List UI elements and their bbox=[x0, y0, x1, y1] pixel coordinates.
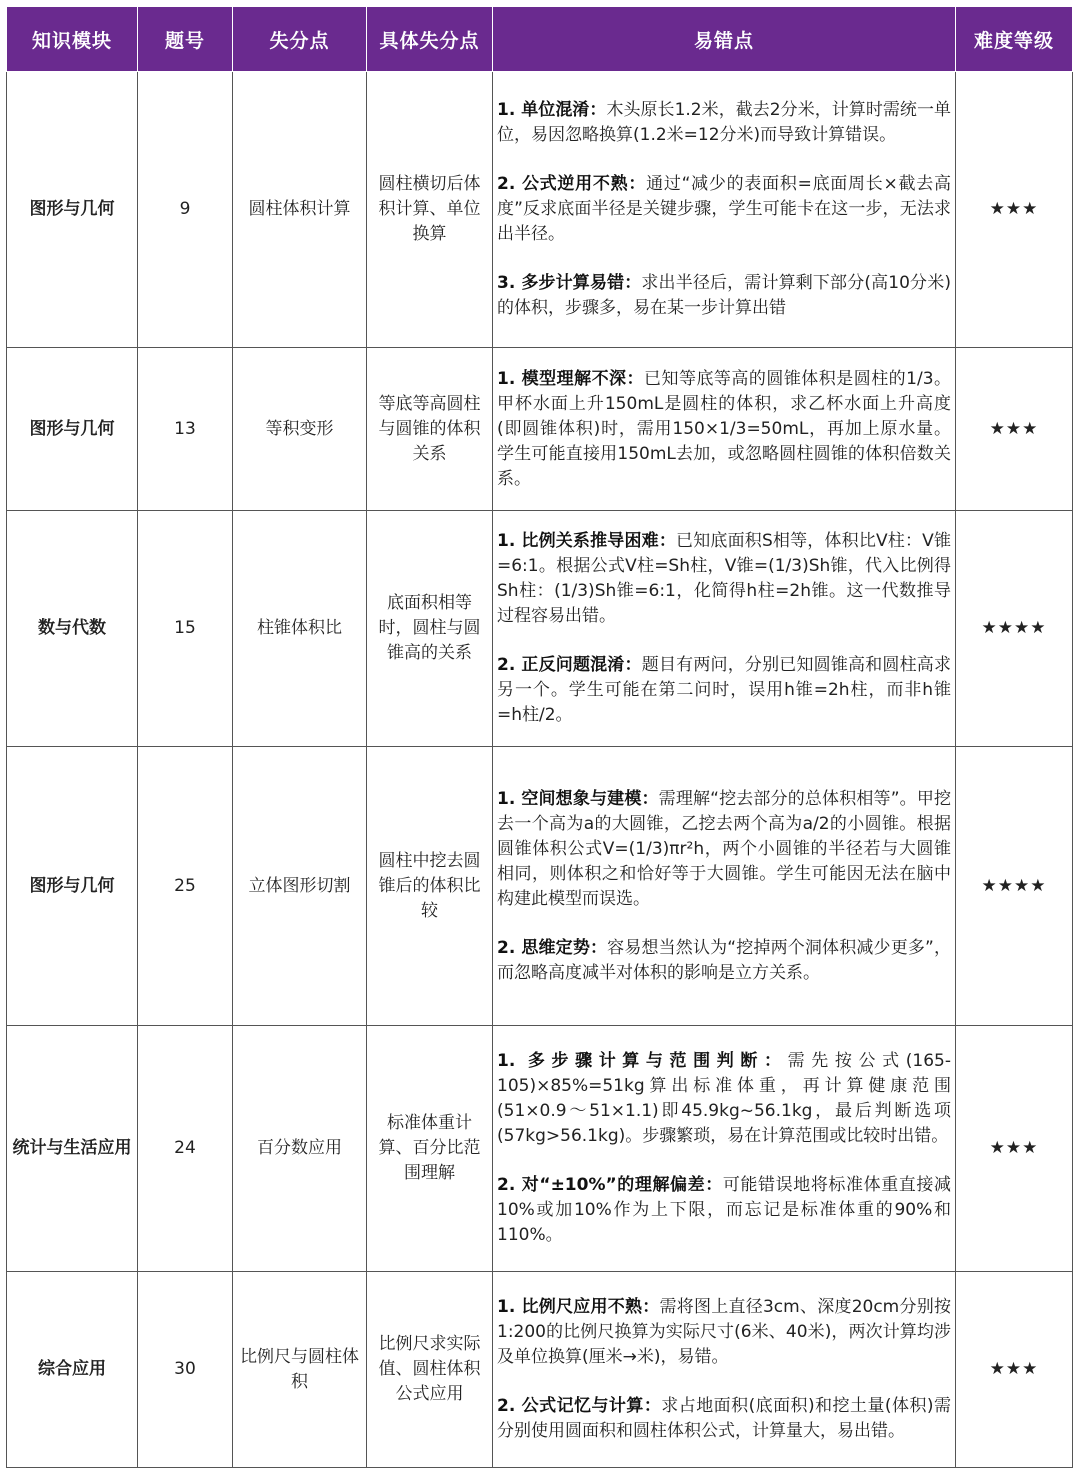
detail-cell: 标准体重计算、百分比范围理解 bbox=[367, 1026, 493, 1272]
header-row bbox=[7, 7, 1073, 72]
error-title: 1. 比例尺应用不熟： bbox=[497, 1297, 660, 1317]
header-errors: 易错点 bbox=[493, 7, 956, 72]
error-title: 2. 正反问题混淆： bbox=[497, 655, 642, 675]
error-item bbox=[497, 1173, 951, 1248]
header-difficulty: 难度等级 bbox=[956, 7, 1073, 72]
error-item bbox=[497, 1295, 951, 1370]
table-row bbox=[7, 511, 1073, 747]
number-cell: 15 bbox=[138, 511, 233, 747]
error-text: 通过“减少的表面积=底面周长×截去高度”反求底面半径是关键步骤，学生可能卡在这一步，无法求出半径。 bbox=[497, 174, 951, 244]
error-text: 容易想当然认为“挖掉两个洞体积减少更多”，而忽略高度减半对体积的影响是立方关系。 bbox=[497, 937, 951, 983]
module-cell: 综合应用 bbox=[7, 1272, 138, 1468]
difficulty-stars: ★★★★ bbox=[956, 747, 1073, 1026]
error-text: 需先按公式(165-105)×85%=51kg算出标准体重，再计算健康范围(51×0.9～51×1.1)即45.9kg~56.1kg，最后判断选项(57kg>56.1kg)。步骤繁琐，易在计算范围或比较时出错。 bbox=[497, 1051, 951, 1146]
point-cell: 比例尺与圆柱体积 bbox=[233, 1272, 367, 1468]
detail-cell: 圆柱中挖去圆锥后的体积比较 bbox=[367, 747, 493, 1026]
error-item bbox=[497, 653, 951, 728]
error-text: 需将图上直径3cm、深度20cm分别按1:200的比例尺换算为实际尺寸(6米、40米)，两次计算均涉及单位换算(厘米→米)，易错。 bbox=[497, 1297, 951, 1367]
point-cell: 等积变形 bbox=[233, 348, 367, 511]
number-cell: 25 bbox=[138, 747, 233, 1026]
table-row bbox=[7, 348, 1073, 511]
difficulty-stars: ★★★ bbox=[956, 348, 1073, 511]
header-number: 题号 bbox=[138, 7, 233, 72]
difficulty-stars: ★★★ bbox=[956, 1026, 1073, 1272]
difficulty-stars: ★★★★ bbox=[956, 511, 1073, 747]
error-item bbox=[497, 787, 951, 912]
detail-cell: 底面积相等时，圆柱与圆锥高的关系 bbox=[367, 511, 493, 747]
error-text: 已知底面积S相等，体积比V柱：V锥=6:1。根据公式V柱=Sh柱，V锥=(1/3)Sh锥，代入比例得Sh柱：(1/3)Sh锥=6:1，化简得h柱=2h锥。这一代数推导过程容易出错。 bbox=[497, 531, 951, 626]
error-title: 1. 多步骤计算与范围判断： bbox=[497, 1051, 788, 1071]
difficulty-stars: ★★★ bbox=[956, 72, 1073, 348]
error-title: 2. 公式逆用不熟： bbox=[497, 174, 647, 194]
detail-cell: 比例尺求实际值、圆柱体积公式应用 bbox=[367, 1272, 493, 1468]
point-cell: 立体图形切割 bbox=[233, 747, 367, 1026]
difficulty-stars: ★★★ bbox=[956, 1272, 1073, 1468]
error-title: 2. 公式记忆与计算： bbox=[497, 1396, 662, 1416]
errors-cell bbox=[493, 1026, 956, 1272]
header-detail: 具体失分点 bbox=[367, 7, 493, 72]
error-analysis-table bbox=[6, 6, 1073, 1468]
table-row bbox=[7, 1272, 1073, 1468]
detail-cell: 等底等高圆柱与圆锥的体积关系 bbox=[367, 348, 493, 511]
point-cell: 圆柱体积计算 bbox=[233, 72, 367, 348]
module-cell: 图形与几何 bbox=[7, 72, 138, 348]
table-row bbox=[7, 747, 1073, 1026]
number-cell: 13 bbox=[138, 348, 233, 511]
errors-cell bbox=[493, 511, 956, 747]
module-cell: 数与代数 bbox=[7, 511, 138, 747]
error-text: 求出半径后，需计算剩下部分(高10分米)的体积，步骤多，易在某一步计算出错 bbox=[497, 273, 951, 318]
errors-cell bbox=[493, 348, 956, 511]
errors-cell bbox=[493, 747, 956, 1026]
error-item bbox=[497, 367, 951, 492]
detail-cell: 圆柱横切后体积计算、单位换算 bbox=[367, 72, 493, 348]
error-title: 1. 单位混淆： bbox=[497, 100, 607, 120]
error-item bbox=[497, 98, 951, 148]
number-cell: 24 bbox=[138, 1026, 233, 1272]
error-text: 需理解“挖去部分的总体积相等”。甲挖去一个高为a的大圆锥，乙挖去两个高为a/2的小圆锥。根据圆锥体积公式V=(1/3)πr²h，两个小圆锥的半径若与大圆锥相同，则体积之和恰好等于大圆锥。学生可能因无法在脑中构建此模型而误选。 bbox=[497, 788, 951, 909]
error-item bbox=[497, 936, 951, 986]
errors-cell bbox=[493, 72, 956, 348]
error-text: 木头原长1.2米，截去2分米，计算时需统一单位，易因忽略换算(1.2米=12分米)而导致计算错误。 bbox=[497, 100, 951, 145]
error-item bbox=[497, 271, 951, 321]
header-module: 知识模块 bbox=[7, 7, 138, 72]
error-title: 2. 对“±10%”的理解偏差： bbox=[497, 1175, 723, 1195]
module-cell: 图形与几何 bbox=[7, 348, 138, 511]
error-title: 2. 思维定势： bbox=[497, 937, 608, 958]
error-text: 可能错误地将标准体重直接减10%或加10%作为上下限，而忘记是标准体重的90%和110%。 bbox=[497, 1175, 951, 1245]
error-item bbox=[497, 1049, 951, 1149]
error-text: 题目有两问，分别已知圆锥高和圆柱高求另一个。学生可能在第二问时，误用h锥=2h柱，而非h锥=h柱/2。 bbox=[497, 655, 952, 725]
error-item bbox=[497, 1394, 951, 1444]
error-title: 1. 模型理解不深： bbox=[497, 368, 645, 389]
number-cell: 9 bbox=[138, 72, 233, 348]
table-row bbox=[7, 1026, 1073, 1272]
point-cell: 柱锥体积比 bbox=[233, 511, 367, 747]
errors-cell bbox=[493, 1272, 956, 1468]
table-row bbox=[7, 72, 1073, 348]
error-title: 1. 空间想象与建模： bbox=[497, 788, 659, 809]
error-title: 1. 比例关系推导困难： bbox=[497, 531, 677, 551]
error-text: 求占地面积(底面积)和挖土量(体积)需分别使用圆面积和圆柱体积公式，计算量大，易出错。 bbox=[497, 1396, 951, 1441]
module-cell: 图形与几何 bbox=[7, 747, 138, 1026]
error-text: 已知等底等高的圆锥体积是圆柱的1/3。甲杯水面上升150mL是圆柱的体积，求乙杯水面上升高度(即圆锥体积)时，需用150×1/3=50mL，再加上原水量。学生可能直接用150mL去加，或忽略圆柱圆锥的体积倍数关系。 bbox=[497, 368, 951, 489]
error-title: 3. 多步计算易错： bbox=[497, 273, 642, 293]
point-cell: 百分数应用 bbox=[233, 1026, 367, 1272]
error-analysis-table-wrapper bbox=[6, 6, 1072, 1468]
number-cell: 30 bbox=[138, 1272, 233, 1468]
error-item bbox=[497, 172, 951, 247]
module-cell: 统计与生活应用 bbox=[7, 1026, 138, 1272]
error-item bbox=[497, 529, 951, 629]
header-point: 失分点 bbox=[233, 7, 367, 72]
